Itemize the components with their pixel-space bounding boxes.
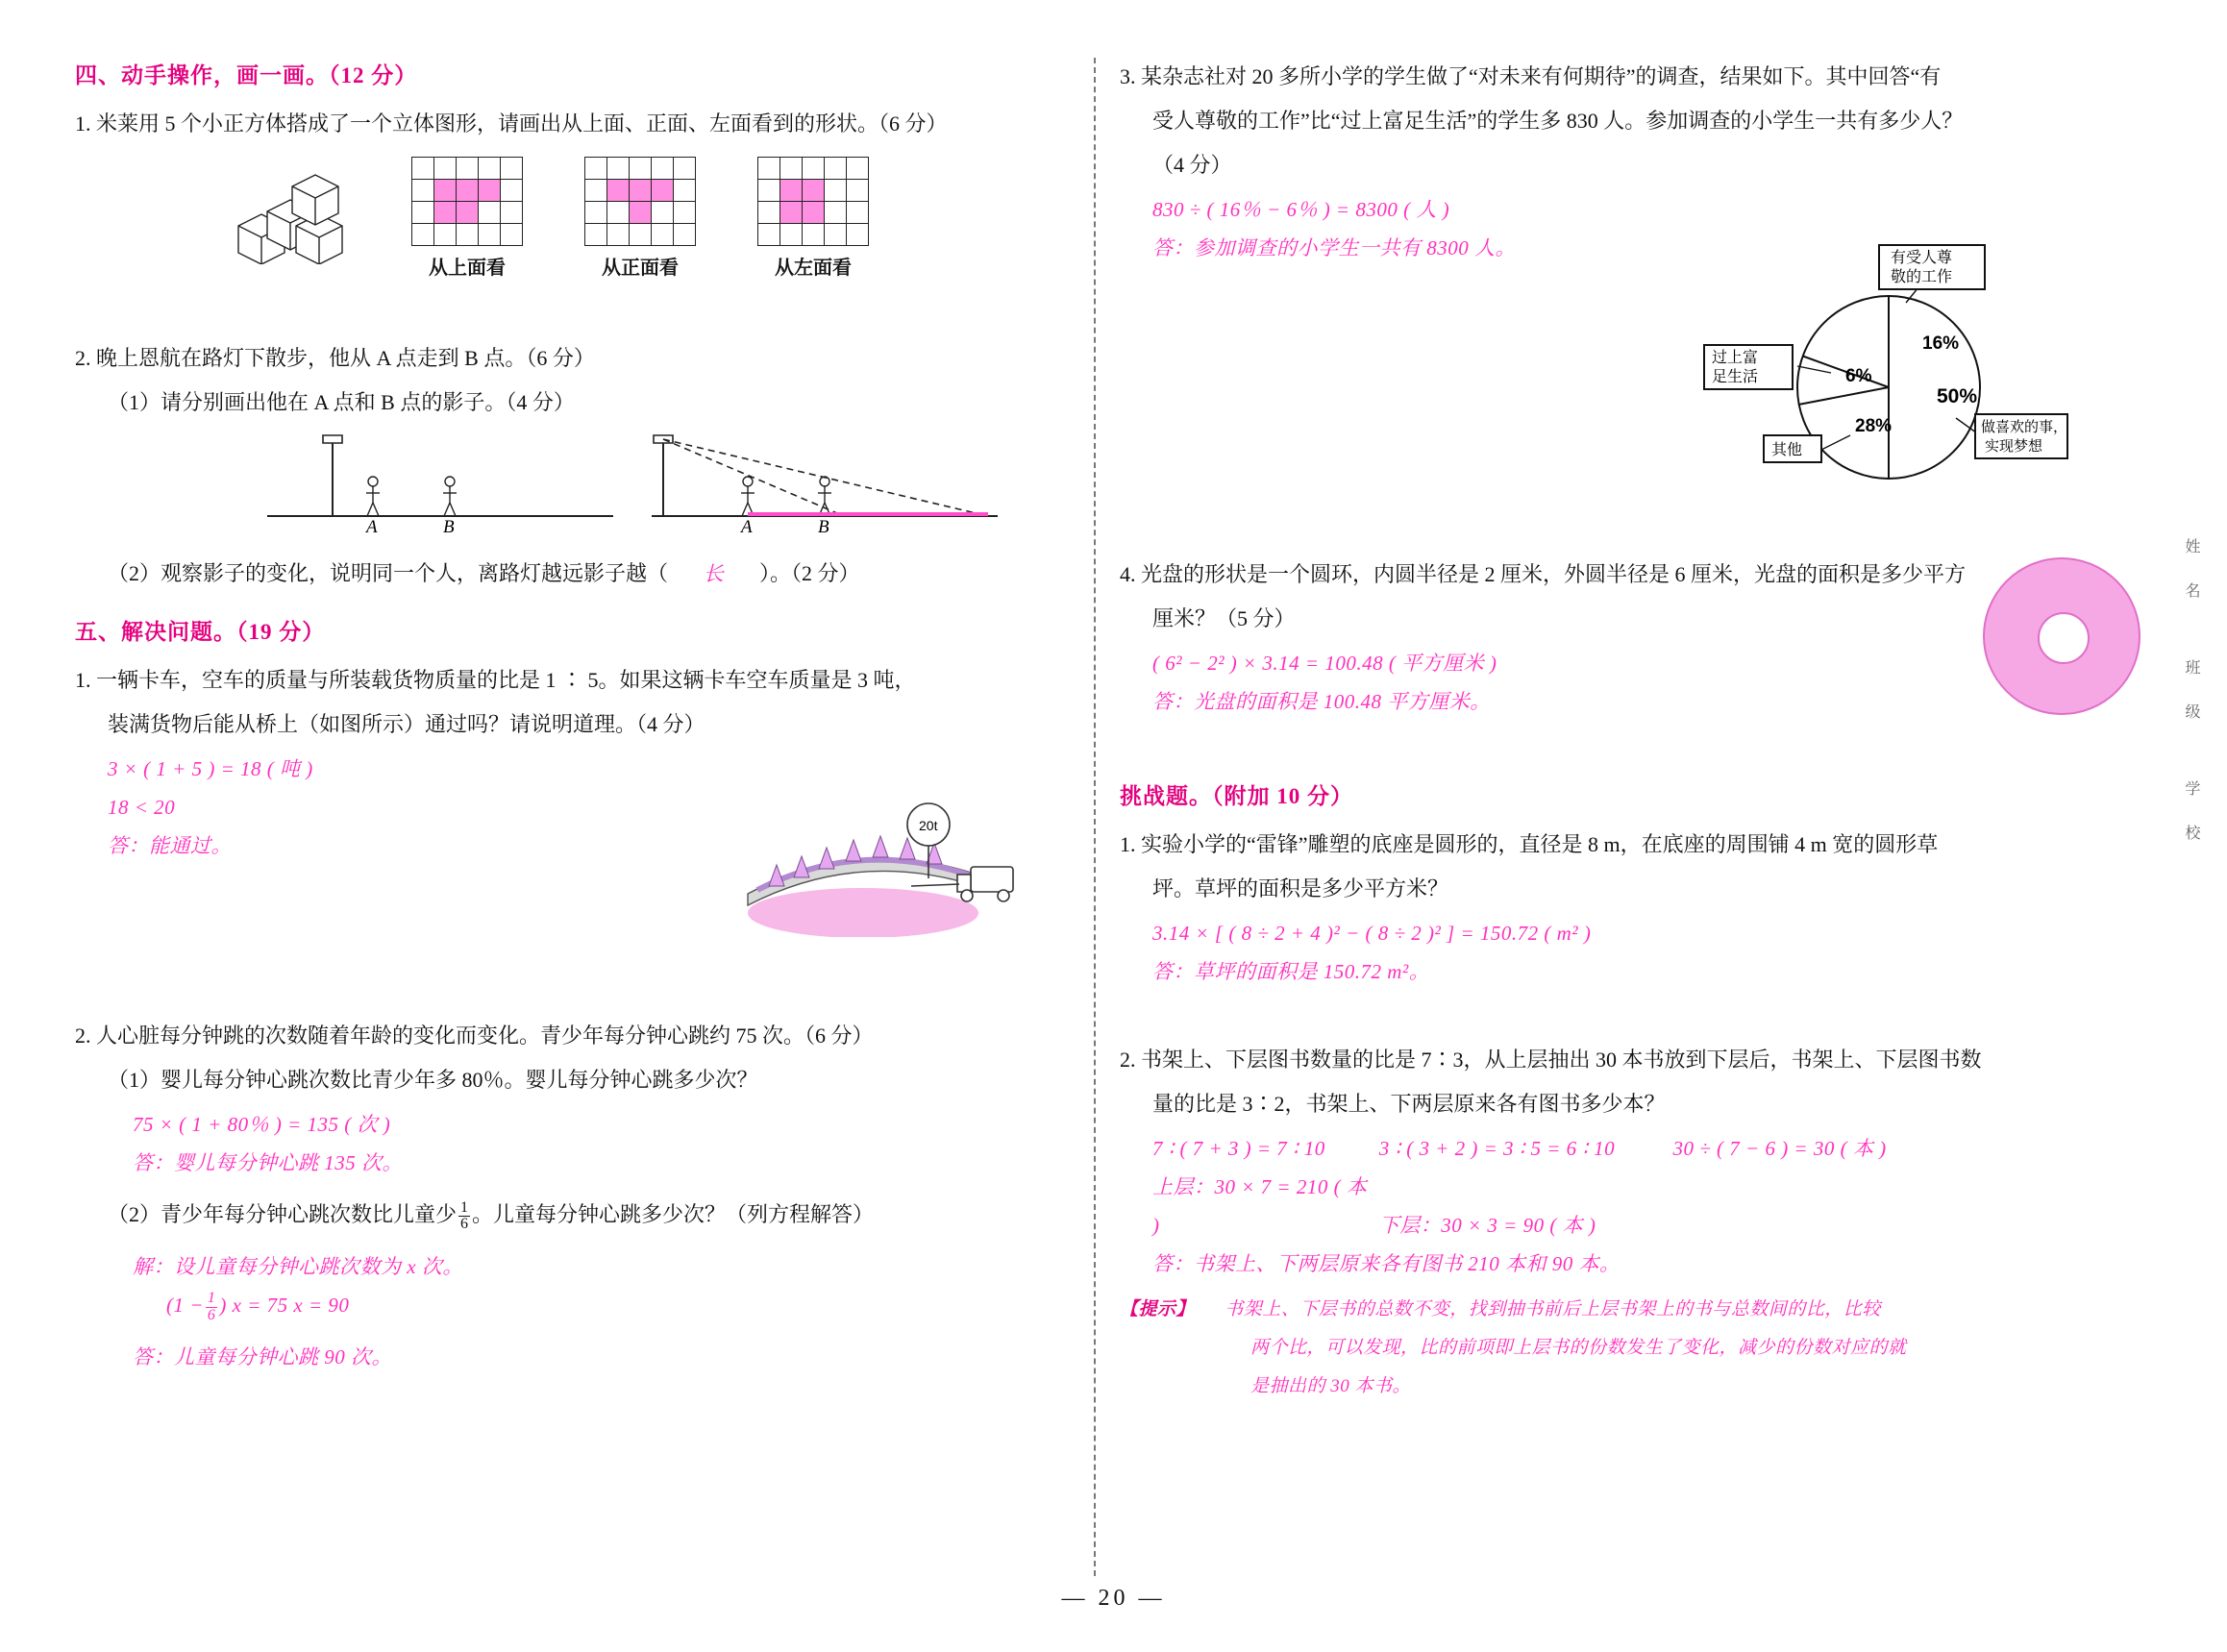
challenge-1-text1: 1. 实验小学的“雷锋”雕塑的底座是圆形的，直径是 8 m，在底座的周围铺 4 m 宽的圆形草 [1120, 832, 1939, 856]
view-top-label: 从上面看 [429, 258, 506, 279]
q42-sub2-post: ）。（2 分） [759, 561, 860, 585]
q53-work: 830 ÷ ( 16％ − 6％ ) = 8300 ( 人 ) [1152, 198, 1450, 221]
q51-work-1: 3 × ( 1 + 5 ) = 18 ( 吨 ) [108, 757, 313, 780]
q52-work3-post: ) x = 75 x = 90 [219, 1294, 350, 1317]
q52-work-2: 解：设儿童每分钟心跳次数为 x 次。 [133, 1255, 463, 1278]
q52-answer-1: 答：婴儿每分钟心跳 135 次。 [133, 1151, 403, 1174]
svg-text:28%: 28% [1855, 416, 1893, 436]
svg-text:50%: 50% [1937, 385, 1978, 407]
svg-text:A: A [741, 517, 753, 533]
svg-text:16%: 16% [1922, 333, 1960, 354]
section-four-title: 四、动手操作，画一画。（12 分） [75, 63, 418, 87]
cube-views-figure [75, 149, 1046, 293]
side-margin-note: 姓名 班级 学校 [2183, 538, 2199, 869]
q42-sub2-pre: （2）观察影子的变化，说明同一个人，离路灯越远影子越（ [108, 561, 669, 585]
center-dashed-divider [1094, 58, 1096, 1576]
challenge1-work: 3.14 × [ ( 8 ÷ 2 + 4 )² − ( 8 ÷ 2 )² ] = 150.72 ( m² ) [1152, 922, 1592, 945]
q54-answer: 答：光盘的面积是 100.48 平方厘米。 [1152, 690, 1491, 713]
q51-answer: 答：能通过。 [108, 834, 232, 857]
q52-work3-fraction: $\frac{1}{6}$ [207, 1289, 216, 1323]
svg-text:20t: 20t [919, 818, 938, 833]
question-5-1-text2: 装满货物后能从桥上（如图所示）通过吗？请说明道理。（4 分） [108, 712, 705, 736]
q51-work-2: 18 < 20 [108, 796, 176, 819]
left-column [75, 58, 1046, 1376]
hint-line-1: 书架上、下层书的总数不变，找到抽书前后上层书架上的书与总数间的比，比较 [1225, 1299, 1881, 1319]
challenge2-work-4: 上层：30 × 7 = 210 ( 本 ) [1152, 1175, 1368, 1237]
view-left [757, 157, 869, 280]
svg-text:其他: 其他 [1771, 442, 1803, 458]
question-5-3-text2: 受人尊敬的工作”比“过上富足生活”的学生多 830 人。参加调查的小学生一共有多少人？ [1152, 109, 1964, 133]
view-front [584, 157, 696, 280]
pie-chart-figure [1120, 250, 2091, 555]
question-5-2-sub2 [75, 1196, 1046, 1234]
right-column [1120, 58, 2091, 1406]
svg-text:敬的工作: 敬的工作 [1891, 269, 1953, 285]
question-4-1-text: 1. 米莱用 5 个小正方体搭成了一个立体图形，请画出从上面、正面、左面看到的形状。（6 分） [75, 111, 948, 136]
question-5-2-sub1: （1）婴儿每分钟心跳次数比青少年多 80％。婴儿每分钟心跳多少次？ [108, 1068, 758, 1092]
challenge-2-text2: 量的比是 3∶2，书架上、下两层原来各有图书多少本？ [1152, 1092, 1666, 1116]
challenge2-work-row2 [1120, 1168, 2091, 1245]
view-left-grid [757, 157, 869, 246]
challenge2-work-3: 30 ÷ ( 7 − 6 ) = 30 ( 本 ) [1672, 1137, 1887, 1160]
hint-block [1120, 1291, 2091, 1406]
page-number: — 20 — [1061, 1586, 1166, 1611]
view-top [411, 157, 523, 280]
svg-text:足生活: 足生活 [1712, 369, 1759, 385]
question-5-2-text: 2. 人心脏每分钟跳的次数随着年龄的变化而变化。青少年每分钟心跳约 75 次。（6 分） [75, 1023, 874, 1048]
q52-sub2-post: 。儿童每分钟心跳多少次？（列方程解答） [472, 1202, 875, 1226]
svg-text:过上富: 过上富 [1712, 350, 1759, 366]
cube-solid-icon [229, 173, 373, 269]
svg-text:有受人尊: 有受人尊 [1891, 250, 1953, 266]
challenge1-answer: 答：草坪的面积是 150.72 m²。 [1152, 960, 1430, 983]
q42-sub2-answer: 长 [703, 562, 725, 585]
question-5-4-text2: 厘米？（5 分） [1152, 606, 1296, 630]
challenge-2-text1: 2. 书架上、下层图书数量的比是 7∶3，从上层抽出 30 本书放到下层后，书架上、下层图书数 [1120, 1048, 1982, 1072]
question-5-4-text1: 4. 光盘的形状是一个圆环，内圆半径是 2 厘米，外圆半径是 6 厘米，光盘的面积是多少平方 [1120, 562, 1967, 586]
svg-text:6%: 6% [1845, 366, 1872, 386]
q53-answer: 答：参加调查的小学生一共有 8300 人。 [1152, 236, 1516, 259]
question-5-1-text: 1. 一辆卡车，空车的质量与所装载货物质量的比是 1 ∶ 5。如果这辆卡车空车质量是 3 吨， [75, 668, 916, 692]
svg-text:实现梦想: 实现梦想 [1985, 438, 2043, 455]
bridge-illustration [719, 778, 1036, 932]
hint-line-3: 是抽出的 30 本书。 [1250, 1376, 1412, 1396]
q52-answer-2: 答：儿童每分钟心跳 90 次。 [133, 1345, 392, 1368]
view-top-grid [411, 157, 523, 246]
challenge2-work-2: 3 ∶ ( 3 + 2 ) = 3 ∶ 5 = 6 ∶ 10 [1378, 1137, 1616, 1160]
q52-fraction-one-sixth: $\frac{1}{6}$ [460, 1198, 469, 1233]
q52-sub2-pre: （2）青少年每分钟心跳次数比儿童少 [108, 1202, 458, 1226]
challenge2-work-5: 下层：30 × 3 = 90 ( 本 ) [1378, 1214, 1596, 1237]
question-5-3-text1: 3. 某杂志社对 20 多所小学的学生做了“对未来有何期待”的调查，结果如下。其中回答“有 [1120, 64, 1942, 88]
q54-work: ( 6² − 2² ) × 3.14 = 100.48 ( 平方厘米 ) [1152, 652, 1497, 675]
challenge-1-text2: 坪。草坪的面积是多少平方米？ [1152, 876, 1449, 900]
question-5-3-text3: （4 分） [1152, 153, 1232, 177]
challenge-title: 挑战题。（附加 10 分） [1120, 784, 1353, 808]
question-4-2-sub1: （1）请分别画出他在 A 点和 B 点的影子。（4 分） [108, 390, 575, 414]
svg-text:做喜欢的事，: 做喜欢的事， [1981, 419, 2068, 435]
challenge2-answer: 答：书架上、下两层原来各有图书 210 本和 90 本。 [1152, 1252, 1621, 1275]
view-left-label: 从左面看 [775, 258, 852, 279]
q52-work-3 [75, 1286, 1046, 1324]
q52-work3-pre: (1 − [166, 1294, 204, 1317]
streetlight-shadow-figure [75, 428, 1046, 533]
view-front-label: 从正面看 [602, 258, 679, 279]
hint-label: 【提示】 [1120, 1299, 1196, 1319]
cd-disc-illustration [1983, 557, 2140, 715]
question-4-2-sub2 [75, 555, 1046, 593]
svg-text:A: A [366, 517, 378, 533]
svg-text:B: B [818, 517, 829, 533]
svg-text:B: B [443, 517, 455, 533]
hint-line-2: 两个比，可以发现，比的前项即上层书的份数发生了变化，减少的份数对应的就 [1250, 1338, 1907, 1358]
challenge2-work-row1 [1120, 1129, 2091, 1168]
challenge2-work-1: 7 ∶ ( 7 + 3 ) = 7 ∶ 10 [1152, 1137, 1325, 1160]
view-front-grid [584, 157, 696, 246]
question-4-2-text: 2. 晚上恩航在路灯下散步，他从 A 点走到 B 点。（6 分） [75, 346, 595, 370]
section-five-title: 五、解决问题。（19 分） [75, 620, 326, 644]
q52-work-1: 75 × ( 1 + 80％ ) = 135 ( 次 ) [133, 1113, 391, 1136]
